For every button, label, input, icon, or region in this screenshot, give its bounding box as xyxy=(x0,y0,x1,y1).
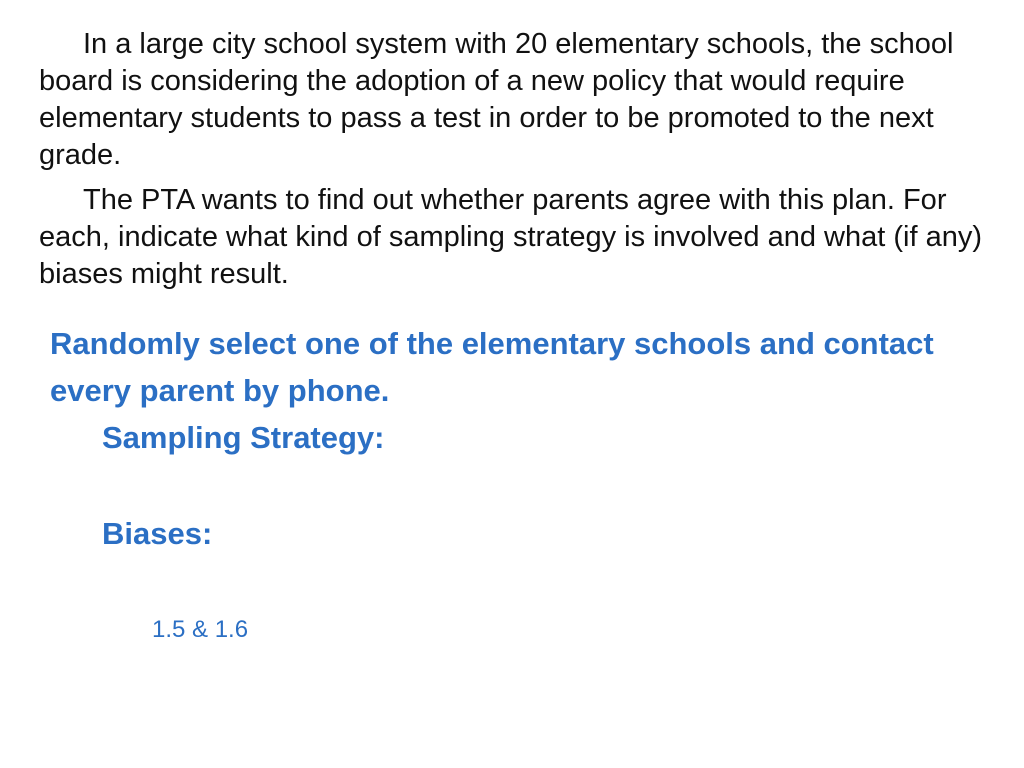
biases-label: Biases: xyxy=(102,516,213,551)
problem-description xyxy=(39,26,999,293)
paragraph-instructions: The PTA wants to find out whether parents agree with this plan. For each, indicate what kind of sampling strategy is involved and what (if any) biases might result. xyxy=(39,184,982,290)
sampling-prompt: Randomly select one of the elementary schools and contact every parent by phone. xyxy=(50,326,934,408)
sampling-strategy-label: Sampling Strategy: xyxy=(102,420,385,455)
section-reference: 1.5 & 1.6 xyxy=(152,616,249,643)
paragraph-context: In a large city school system with 20 elementary schools, the school board is considering the adoption of a new policy that would require elementary students to pass a test in order to be promoted to the next grade. xyxy=(39,28,954,171)
